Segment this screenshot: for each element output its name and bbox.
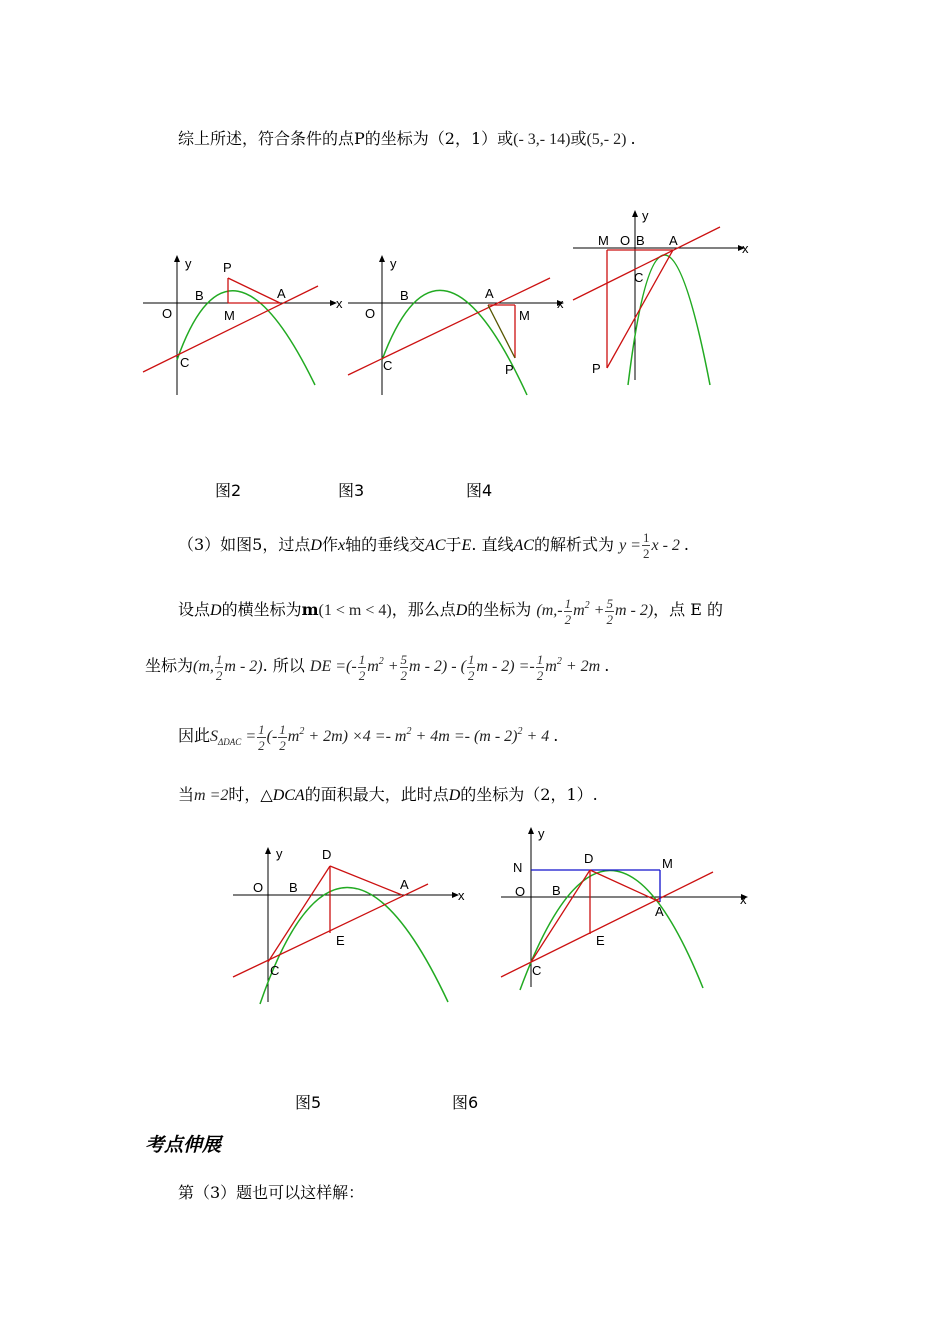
fig6-label-m: M bbox=[662, 856, 673, 871]
fig6-label-d: D bbox=[584, 851, 594, 866]
fig3-label-y: y bbox=[390, 256, 397, 271]
fig6-parabola bbox=[520, 870, 703, 990]
fig6-label-c: C bbox=[532, 963, 542, 978]
fig3-label-b: B bbox=[400, 288, 409, 303]
fig5-y-arrow bbox=[265, 847, 271, 854]
fig6-line-ac bbox=[501, 872, 713, 977]
p3l1-ac: AC bbox=[425, 537, 446, 554]
eq-ac-y: y = bbox=[619, 537, 641, 554]
fig2-label-a: A bbox=[277, 286, 286, 301]
fig3-y-arrow bbox=[379, 255, 385, 262]
fig2-label-m: M bbox=[224, 308, 235, 323]
conclusion-or: 或 bbox=[570, 129, 587, 148]
fig2-y-arrow bbox=[174, 255, 180, 262]
fig2-label-x: x bbox=[336, 296, 343, 311]
part3-line5: 当m =2时，△DCA的面积最大，此时点D的坐标为（2，1）. bbox=[178, 785, 598, 804]
fig3-label-o: O bbox=[365, 306, 376, 321]
fig4-label-y: y bbox=[642, 208, 649, 223]
conclusion-line bbox=[178, 126, 636, 149]
fig4-y-arrow bbox=[632, 210, 638, 217]
fig4-label-x: x bbox=[742, 241, 749, 256]
figure-2 bbox=[140, 250, 343, 400]
fig5-label-b: B bbox=[289, 880, 298, 895]
fig5-seg-da bbox=[330, 866, 402, 895]
figure-4 bbox=[570, 205, 760, 395]
caption-fig6: 图6 bbox=[452, 1093, 479, 1112]
fig5-label-o: O bbox=[253, 880, 264, 895]
figure-6 bbox=[498, 822, 758, 992]
fig3-label-a: A bbox=[485, 286, 494, 301]
p3l1-x: x bbox=[337, 537, 346, 554]
fig3-parabola bbox=[382, 290, 527, 395]
fig4-label-c: C bbox=[634, 270, 644, 285]
caption-fig2: 图2 bbox=[215, 481, 242, 500]
fig4-label-a: A bbox=[669, 233, 678, 248]
fig4-seg-pa bbox=[607, 250, 673, 368]
fig3-label-c: C bbox=[383, 358, 393, 373]
frac-half: $\frac{1}{2}$ bbox=[642, 530, 650, 561]
p3l1-f: 的解析式为 bbox=[533, 535, 614, 554]
caption-fig5: 图5 bbox=[295, 1093, 322, 1112]
p3l1-ac2: AC bbox=[513, 537, 534, 554]
p3l1-e: E bbox=[461, 537, 472, 554]
part3-line4: 因此$S_{\Delta DAC}$ = $\frac{1}{2}$ (- $\frac{1}{2}$ $m^2 + 2m) \times 4 =- m^2 + 4m =- (m - 2)^2 + 4$ . bbox=[178, 722, 559, 753]
coord-2: (5,- 2) bbox=[586, 131, 627, 148]
eq-ac-tail: x - 2 bbox=[651, 537, 680, 554]
fig3-label-m: M bbox=[519, 308, 530, 323]
fig2-line-ac bbox=[143, 286, 318, 372]
fig6-label-a: A bbox=[655, 904, 664, 919]
area-expression: $S_{\Delta DAC}$ = $\frac{1}{2}$ (- $\frac{1}{2}$ $m^2 + 2m) \times 4 =- m^2 + 4m =- (m - 2)^2 + 4$ bbox=[210, 722, 550, 753]
fig3-label-p: P bbox=[505, 362, 514, 377]
p3l1-ee: . 直线 bbox=[471, 535, 514, 554]
fig4-label-o: O bbox=[620, 233, 631, 248]
coord-1: (- 3,- 14) bbox=[513, 131, 571, 148]
m-range: (1 < m < 4) bbox=[318, 602, 392, 620]
fig6-label-e: E bbox=[596, 933, 605, 948]
extension-text: 第（3）题也可以这样解： bbox=[178, 1183, 365, 1202]
fig4-label-m: M bbox=[598, 233, 609, 248]
fig6-label-n: N bbox=[513, 860, 523, 875]
fig5-parabola bbox=[260, 887, 448, 1004]
part3-line2: 设点D的横坐标为m(1 < m < 4)，那么点D的坐标为 (m,- $\frac{1}{2}$ $m^2$ + $\frac{5}{2}$ m - 2)，点 E 的 bbox=[178, 596, 724, 627]
figure-3 bbox=[345, 250, 565, 400]
fig2-label-b: B bbox=[195, 288, 204, 303]
fig6-label-o: O bbox=[515, 884, 526, 899]
fig6-y-arrow bbox=[528, 827, 534, 834]
p3l1-a: （3）如图5，过点 bbox=[178, 535, 311, 554]
fig5-label-a: A bbox=[400, 877, 409, 892]
fig5-label-c: C bbox=[270, 963, 280, 978]
fig6-label-b: B bbox=[552, 883, 561, 898]
fig6-label-x: x bbox=[740, 892, 747, 907]
fig5-label-y: y bbox=[276, 846, 283, 861]
extension-heading: 考点伸展 bbox=[145, 1134, 222, 1156]
fig4-line-ac bbox=[573, 227, 720, 300]
fig4-label-b: B bbox=[636, 233, 645, 248]
fig5-label-x: x bbox=[458, 888, 465, 903]
e-coord: (m, $\frac{1}{2}$ m - 2) bbox=[193, 652, 263, 683]
fig5-label-d: D bbox=[322, 847, 332, 862]
d-coord: (m,- $\frac{1}{2}$ $m^2$ + $\frac{5}{2}$ m - 2) bbox=[536, 596, 654, 627]
fig2-label-c: C bbox=[180, 355, 190, 370]
figure-5 bbox=[230, 842, 470, 1007]
fig5-seg-cd bbox=[268, 866, 330, 962]
fig2-label-p: P bbox=[223, 260, 232, 275]
m-bold: m bbox=[301, 600, 319, 620]
caption-fig3: 图3 bbox=[338, 481, 365, 500]
conclusion-text: 综上所述，符合条件的点P的坐标为（2，1）或 bbox=[178, 129, 514, 148]
p3l1-c: 轴的垂线交 bbox=[345, 535, 426, 554]
part3-line1: （3）如图5，过点D作x轴的垂线交AC于E. 直线AC的解析式为 y = $\frac{1}{2}$ x - 2 . bbox=[178, 530, 690, 561]
caption-fig4: 图4 bbox=[466, 481, 493, 500]
part3-line3: 坐标为(m, $\frac{1}{2}$ m - 2). 所以 DE =(- $\frac{1}{2}$ $m^2$ + $\frac{5}{2}$ m - 2) - ( $\frac{1}{2}$ m - 2) =- $\frac{1}{2}$ $m^2 + 2m$ . bbox=[145, 652, 610, 683]
fig2-label-y: y bbox=[185, 256, 192, 271]
p3l1-dd: 于 bbox=[445, 535, 462, 554]
fig6-label-y: y bbox=[538, 826, 545, 841]
fig2-label-o: O bbox=[162, 306, 173, 321]
fig3-label-x: x bbox=[557, 296, 564, 311]
fig4-label-p: P bbox=[592, 361, 601, 376]
fig3-line-ac bbox=[348, 278, 550, 375]
conclusion-end: . bbox=[630, 129, 636, 148]
fig2-parabola bbox=[177, 291, 315, 385]
p3l1-d: D bbox=[310, 537, 322, 554]
de-expression: DE =(- $\frac{1}{2}$ $m^2$ + $\frac{5}{2}$ m - 2) - ( $\frac{1}{2}$ m - 2) =- $\frac{1}{2}$ $m^2 + 2m$ bbox=[309, 652, 601, 683]
p3l1-b: 作 bbox=[321, 535, 338, 554]
fig5-label-e: E bbox=[336, 933, 345, 948]
